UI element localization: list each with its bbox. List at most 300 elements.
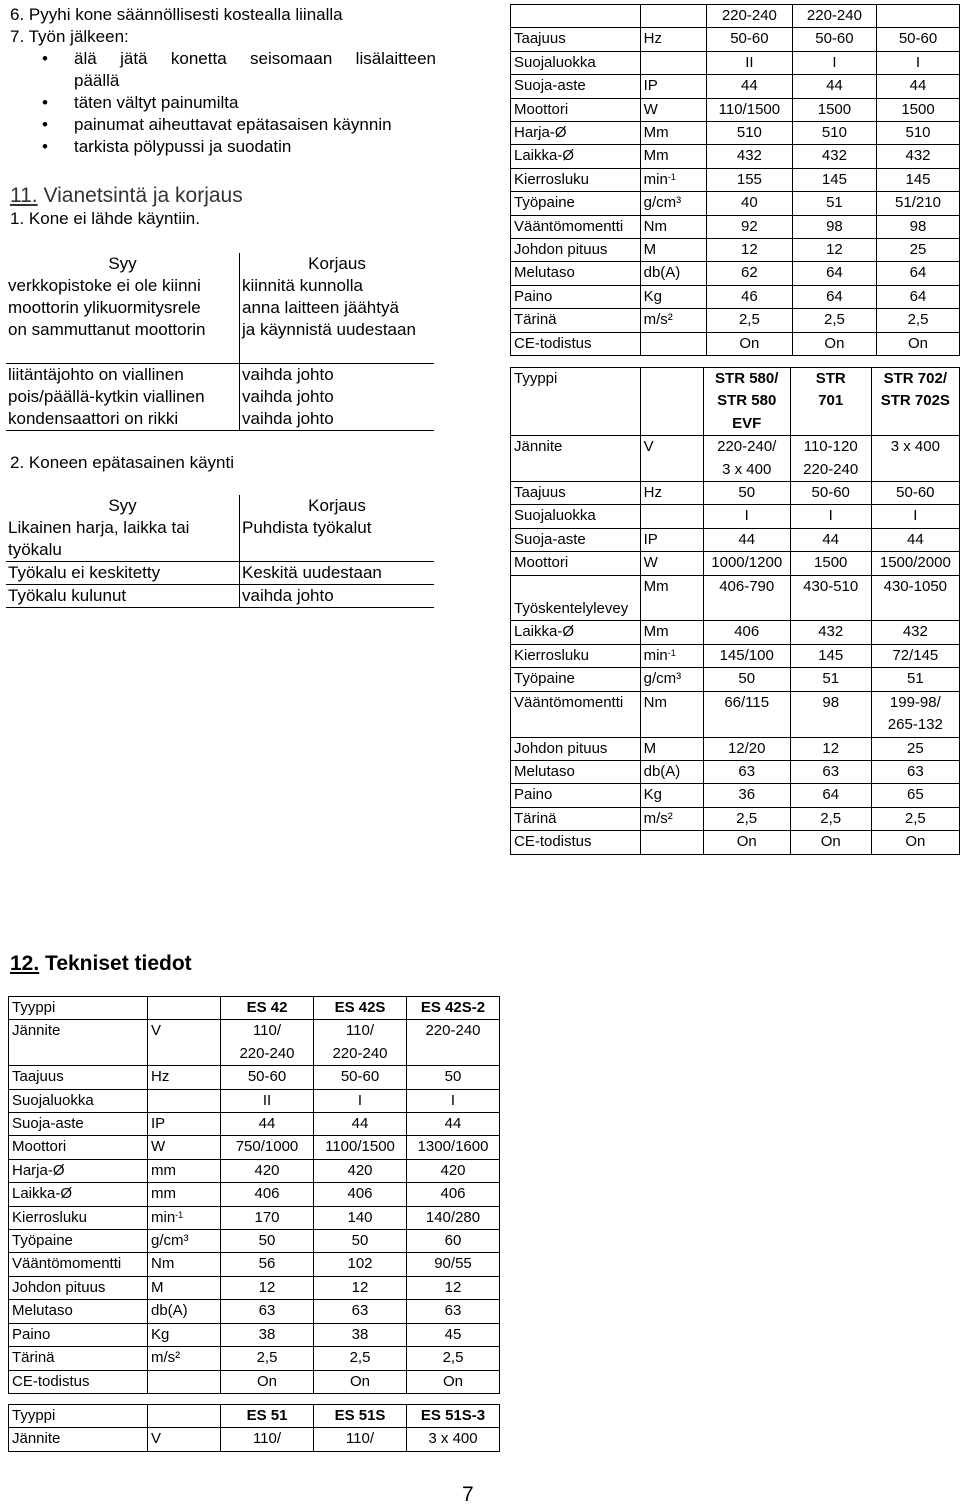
value-cell <box>877 5 960 28</box>
value-cell: 51 <box>792 192 876 215</box>
table-row <box>511 644 960 667</box>
unit-cell: mm <box>148 1159 221 1182</box>
value-cell: 60 <box>407 1230 500 1253</box>
property-cell: Jännite <box>511 436 641 482</box>
value-cell: 220-240 <box>407 1020 500 1066</box>
value-cell: On <box>407 1370 500 1393</box>
property-cell: Suoja-aste <box>511 75 641 98</box>
list-item-7: 7. Työn jälkeen: <box>10 27 129 46</box>
unit-cell: Mm <box>640 575 703 621</box>
unit-cell: db(A) <box>640 760 703 783</box>
unit-cell <box>640 332 706 355</box>
table-row <box>9 1136 500 1159</box>
table-row <box>9 1230 500 1253</box>
value-cell: II <box>221 1089 314 1112</box>
table-row <box>511 760 960 783</box>
value-cell: 406-790 <box>703 575 790 621</box>
table-row: verkkopistoke ei ole kiinni kiinnitä kunnolla <box>8 276 363 295</box>
value-cell: 62 <box>706 262 792 285</box>
property-cell: Työskentelylevey <box>511 575 641 621</box>
value-cell: 66/115 <box>703 691 790 737</box>
table-row <box>9 1323 500 1346</box>
value-cell: 2,5 <box>792 309 876 332</box>
unit-cell: Hz <box>640 28 706 51</box>
property-cell: Tärinä <box>511 309 641 332</box>
table-row <box>511 807 960 830</box>
property-cell: Johdon pituus <box>511 239 641 262</box>
list-item-6: 6. Pyyhi kone säännöllisesti kostealla liinalla <box>10 5 343 24</box>
property-cell: Moottori <box>511 98 641 121</box>
header-label: Tyyppi <box>511 368 641 436</box>
value-cell: I <box>877 51 960 74</box>
model-header: STR 701 <box>790 368 871 436</box>
table-row: Likainen harja, laikka tai Puhdista työkalut <box>8 518 372 537</box>
table-row <box>9 1183 500 1206</box>
unit-cell: db(A) <box>640 262 706 285</box>
value-cell: 406 <box>407 1183 500 1206</box>
value-cell: 432 <box>871 621 959 644</box>
value-cell: 51 <box>790 668 871 691</box>
table-row <box>9 1113 500 1136</box>
unit-cell: m/s² <box>148 1347 221 1370</box>
value-cell: 38 <box>221 1323 314 1346</box>
value-cell: 25 <box>877 239 960 262</box>
table-header-row <box>9 1405 500 1428</box>
property-cell: Kierrosluku <box>9 1206 148 1229</box>
value-cell: 12 <box>706 239 792 262</box>
value-cell: 2,5 <box>871 807 959 830</box>
table-row <box>511 168 960 191</box>
value-cell: 140 <box>314 1206 407 1229</box>
table-row: kondensaattori on rikki vaihda johto <box>6 408 434 431</box>
property-cell: Työpaine <box>511 668 641 691</box>
value-cell: 12 <box>221 1276 314 1299</box>
table-row <box>9 1370 500 1393</box>
unit-cell: Hz <box>148 1066 221 1089</box>
value-cell: 50 <box>407 1066 500 1089</box>
property-cell: Melutaso <box>511 262 641 285</box>
bullet-item: • tarkista pölypussi ja suodatin <box>10 136 436 158</box>
model-header <box>640 368 703 436</box>
value-cell: 110/ 220-240 <box>221 1020 314 1066</box>
value-cell: On <box>871 831 959 854</box>
value-cell: 44 <box>792 75 876 98</box>
property-cell: Suojaluokka <box>511 51 641 74</box>
value-cell: 44 <box>706 75 792 98</box>
table-row <box>511 691 960 737</box>
table-row <box>511 5 960 28</box>
unit-cell: V <box>148 1020 221 1066</box>
bullet-item: • täten vältyt painumilta <box>10 92 436 114</box>
unit-cell: W <box>640 98 706 121</box>
table-row <box>511 552 960 575</box>
model-header: ES 42S-2 <box>407 997 500 1020</box>
model-header: ES 51 <box>221 1405 314 1428</box>
unit-cell <box>640 831 703 854</box>
property-cell <box>511 5 641 28</box>
unit-cell: Kg <box>148 1323 221 1346</box>
unit-cell: $\min^{-1}$ <box>148 1206 221 1229</box>
unit-cell: $\min^{-1}$ <box>640 644 703 667</box>
table-row <box>511 332 960 355</box>
value-cell: 50-60 <box>706 28 792 51</box>
unit-cell: m/s² <box>640 309 706 332</box>
table-row <box>511 528 960 551</box>
table-row: on sammuttanut moottorin ja käynnistä uudestaan <box>8 320 416 339</box>
value-cell: I <box>407 1089 500 1112</box>
value-cell: On <box>221 1370 314 1393</box>
bullet-item: • älä jätä konetta seisomaan lisälaitteen päällä <box>10 48 436 92</box>
value-cell: 63 <box>703 760 790 783</box>
unit-cell: mm <box>148 1183 221 1206</box>
table-row <box>6 341 434 363</box>
value-cell: 110/ <box>221 1428 314 1451</box>
property-cell: Suoja-aste <box>9 1113 148 1136</box>
model-header: ES 51S-3 <box>407 1405 500 1428</box>
value-cell: 2,5 <box>706 309 792 332</box>
unit-cell <box>640 5 706 28</box>
column-header-syy: Syy <box>6 253 240 275</box>
value-cell: 50-60 <box>877 28 960 51</box>
value-cell: 140/280 <box>407 1206 500 1229</box>
unit-cell: M <box>148 1276 221 1299</box>
value-cell: 430-510 <box>790 575 871 621</box>
table-row <box>9 1089 500 1112</box>
value-cell: 44 <box>314 1113 407 1136</box>
property-cell: Harja-Ø <box>9 1159 148 1182</box>
value-cell: 64 <box>877 262 960 285</box>
unit-cell: V <box>640 436 703 482</box>
value-cell: 145 <box>792 168 876 191</box>
unit-cell: Kg <box>640 784 703 807</box>
value-cell: I <box>792 51 876 74</box>
model-header <box>148 1405 221 1428</box>
fault-table-1 <box>6 253 434 431</box>
value-cell: 44 <box>703 528 790 551</box>
value-cell: 50-60 <box>790 482 871 505</box>
value-cell: 2,5 <box>703 807 790 830</box>
table-row: moottorin ylikuormitysrele anna laitteen jäähtyä <box>8 298 399 317</box>
property-cell: Laikka-Ø <box>511 621 641 644</box>
table-row <box>511 784 960 807</box>
property-cell: Vääntömomentti <box>511 215 641 238</box>
subheading-1: 1. Kone ei lähde käyntiin. <box>10 209 200 228</box>
value-cell: 220-240 <box>706 5 792 28</box>
table-row: pois/päällä-kytkin viallinen vaihda johto <box>8 386 334 406</box>
table-row <box>511 575 960 621</box>
unit-cell <box>148 1370 221 1393</box>
value-cell: On <box>790 831 871 854</box>
model-header: STR 702/ STR 702S <box>871 368 959 436</box>
property-cell: Johdon pituus <box>511 737 641 760</box>
value-cell: 63 <box>790 760 871 783</box>
value-cell: 432 <box>792 145 876 168</box>
table-row: Työkalu kulunut vaihda johto <box>6 585 434 608</box>
spec-table-es51 <box>8 1404 500 1452</box>
value-cell: 406 <box>314 1183 407 1206</box>
property-cell: Melutaso <box>511 760 641 783</box>
value-cell: 432 <box>877 145 960 168</box>
table-row <box>511 668 960 691</box>
value-cell: 92 <box>706 215 792 238</box>
value-cell: 44 <box>790 528 871 551</box>
unit-cell: db(A) <box>148 1300 221 1323</box>
table-header-row <box>9 997 500 1020</box>
value-cell: 145/100 <box>703 644 790 667</box>
value-cell: 44 <box>221 1113 314 1136</box>
value-cell: 50 <box>221 1230 314 1253</box>
value-cell: 36 <box>703 784 790 807</box>
value-cell: 420 <box>314 1159 407 1182</box>
value-cell: 50 <box>703 668 790 691</box>
value-cell: 65 <box>871 784 959 807</box>
table-row <box>9 1276 500 1299</box>
value-cell: 2,5 <box>877 309 960 332</box>
unit-cell: Mm <box>640 621 703 644</box>
value-cell: 1500 <box>790 552 871 575</box>
spec-table-str <box>510 367 960 855</box>
table-row <box>511 239 960 262</box>
property-cell: Paino <box>511 285 641 308</box>
value-cell: 406 <box>221 1183 314 1206</box>
table-row <box>511 505 960 528</box>
value-cell: 110-120 220-240 <box>790 436 871 482</box>
property-cell: Kierrosluku <box>511 168 641 191</box>
unit-cell: Nm <box>640 215 706 238</box>
value-cell: 51 <box>871 668 959 691</box>
value-cell: 38 <box>314 1323 407 1346</box>
unit-cell: g/cm³ <box>148 1230 221 1253</box>
table-row <box>9 1020 500 1066</box>
value-cell: 98 <box>790 691 871 737</box>
value-cell: On <box>703 831 790 854</box>
property-cell: Moottori <box>511 552 641 575</box>
model-header: STR 580/ STR 580 EVF <box>703 368 790 436</box>
property-cell: Jännite <box>9 1428 148 1451</box>
property-cell: Taajuus <box>9 1066 148 1089</box>
unit-cell <box>148 1089 221 1112</box>
property-cell: CE-todistus <box>511 332 641 355</box>
value-cell: 98 <box>792 215 876 238</box>
value-cell: 12 <box>314 1276 407 1299</box>
property-cell: Laikka-Ø <box>511 145 641 168</box>
table-row <box>511 285 960 308</box>
column-header-korjaus: Korjaus <box>308 496 366 515</box>
table-row <box>9 1206 500 1229</box>
value-cell: On <box>792 332 876 355</box>
property-cell: Moottori <box>9 1136 148 1159</box>
property-cell: Jännite <box>9 1020 148 1066</box>
value-cell: 63 <box>314 1300 407 1323</box>
value-cell: I <box>703 505 790 528</box>
table-row: Työkalu ei keskitetty Keskitä uudestaan <box>6 562 434 585</box>
unit-cell: $\min^{-1}$ <box>640 168 706 191</box>
value-cell: 750/1000 <box>221 1136 314 1159</box>
property-cell: Vääntömomentti <box>511 691 641 737</box>
unit-cell: IP <box>640 75 706 98</box>
property-cell: Tärinä <box>9 1347 148 1370</box>
value-cell: II <box>706 51 792 74</box>
value-cell: 170 <box>221 1206 314 1229</box>
property-cell: Suojaluokka <box>9 1089 148 1112</box>
table-row <box>9 1253 500 1276</box>
property-cell: Laikka-Ø <box>9 1183 148 1206</box>
property-cell: Työpaine <box>511 192 641 215</box>
value-cell: 2,5 <box>790 807 871 830</box>
value-cell: On <box>877 332 960 355</box>
unit-cell: Hz <box>640 482 703 505</box>
model-header: ES 51S <box>314 1405 407 1428</box>
column-header-korjaus: Korjaus <box>308 254 366 273</box>
table-row: liitäntäjohto on viallinen vaihda johto <box>8 364 334 384</box>
value-cell: 25 <box>871 737 959 760</box>
unit-cell: g/cm³ <box>640 192 706 215</box>
property-cell: Kierrosluku <box>511 644 641 667</box>
table-row <box>9 1347 500 1370</box>
unit-cell: V <box>148 1428 221 1451</box>
value-cell: 44 <box>407 1113 500 1136</box>
value-cell: 110/1500 <box>706 98 792 121</box>
value-cell: 40 <box>706 192 792 215</box>
value-cell: 102 <box>314 1253 407 1276</box>
value-cell: 45 <box>407 1323 500 1346</box>
table-header-row <box>511 368 960 436</box>
table-row <box>511 192 960 215</box>
value-cell: 51/210 <box>877 192 960 215</box>
unit-cell: Nm <box>640 691 703 737</box>
value-cell: 1500 <box>792 98 876 121</box>
value-cell: 110/ 220-240 <box>314 1020 407 1066</box>
table-row <box>511 482 960 505</box>
bullet-item: • painumat aiheuttavat epätasaisen käynnin <box>10 114 436 136</box>
value-cell: 44 <box>877 75 960 98</box>
after-work-bullets <box>10 48 436 158</box>
value-cell: 56 <box>221 1253 314 1276</box>
value-cell: 46 <box>706 285 792 308</box>
unit-cell <box>640 51 706 74</box>
value-cell: 2,5 <box>314 1347 407 1370</box>
value-cell: 12/20 <box>703 737 790 760</box>
table-row <box>511 621 960 644</box>
property-cell: Suojaluokka <box>511 505 641 528</box>
section-11-heading: 11. Vianetsintä ja korjaus <box>10 184 243 207</box>
value-cell: 64 <box>790 784 871 807</box>
unit-cell: M <box>640 737 703 760</box>
value-cell: 64 <box>792 285 876 308</box>
unit-cell: m/s² <box>640 807 703 830</box>
page-number: 7 <box>462 1483 474 1506</box>
table-row <box>9 1300 500 1323</box>
value-cell: 420 <box>407 1159 500 1182</box>
value-cell: 3 x 400 <box>407 1428 500 1451</box>
value-cell: 432 <box>790 621 871 644</box>
value-cell: I <box>871 505 959 528</box>
column-header-syy: Syy <box>6 495 240 517</box>
model-header: ES 42S <box>314 997 407 1020</box>
value-cell: 406 <box>703 621 790 644</box>
table-row <box>9 1159 500 1182</box>
table-row <box>511 737 960 760</box>
property-cell: CE-todistus <box>511 831 641 854</box>
value-cell: 1500/2000 <box>871 552 959 575</box>
unit-cell: M <box>640 239 706 262</box>
value-cell: 1000/1200 <box>703 552 790 575</box>
value-cell: 50-60 <box>871 482 959 505</box>
value-cell: 63 <box>871 760 959 783</box>
fault-table-2 <box>6 495 434 608</box>
unit-cell: Mm <box>640 145 706 168</box>
spec-table-es42 <box>8 996 500 1394</box>
table-row <box>511 122 960 145</box>
value-cell: 220-240 <box>792 5 876 28</box>
table-row <box>511 436 960 482</box>
table-row <box>511 262 960 285</box>
spec-table-right-top <box>510 4 960 356</box>
property-cell: Suoja-aste <box>511 528 641 551</box>
table-row <box>511 215 960 238</box>
value-cell: 1500 <box>877 98 960 121</box>
header-label: Tyyppi <box>9 1405 148 1428</box>
value-cell: 44 <box>871 528 959 551</box>
property-cell: Taajuus <box>511 482 641 505</box>
subheading-2: 2. Koneen epätasainen käynti <box>10 453 235 472</box>
value-cell: 50 <box>703 482 790 505</box>
value-cell: 1100/1500 <box>314 1136 407 1159</box>
value-cell: 420 <box>221 1159 314 1182</box>
value-cell: 510 <box>877 122 960 145</box>
unit-cell: Kg <box>640 285 706 308</box>
value-cell: 90/55 <box>407 1253 500 1276</box>
value-cell: 64 <box>877 285 960 308</box>
property-cell: Johdon pituus <box>9 1276 148 1299</box>
value-cell: 145 <box>790 644 871 667</box>
property-cell: Työpaine <box>9 1230 148 1253</box>
value-cell: 50-60 <box>792 28 876 51</box>
table-row <box>511 51 960 74</box>
model-header: ES 42 <box>221 997 314 1020</box>
unit-cell: g/cm³ <box>640 668 703 691</box>
value-cell: On <box>314 1370 407 1393</box>
unit-cell: IP <box>640 528 703 551</box>
table-row <box>511 831 960 854</box>
value-cell: 12 <box>792 239 876 262</box>
header-label: Tyyppi <box>9 997 148 1020</box>
table-row <box>511 75 960 98</box>
property-cell: Paino <box>511 784 641 807</box>
value-cell: 145 <box>877 168 960 191</box>
value-cell: 50-60 <box>314 1066 407 1089</box>
value-cell: I <box>314 1089 407 1112</box>
table-row: työkalu <box>6 539 434 562</box>
value-cell: 3 x 400 <box>871 436 959 482</box>
property-cell: Tärinä <box>511 807 641 830</box>
property-cell: Harja-Ø <box>511 122 641 145</box>
property-cell: CE-todistus <box>9 1370 148 1393</box>
value-cell: 430-1050 <box>871 575 959 621</box>
value-cell: On <box>706 332 792 355</box>
value-cell: 510 <box>792 122 876 145</box>
value-cell: 12 <box>790 737 871 760</box>
table-row <box>511 309 960 332</box>
unit-cell: W <box>640 552 703 575</box>
value-cell: 98 <box>877 215 960 238</box>
value-cell: 72/145 <box>871 644 959 667</box>
value-cell: 2,5 <box>407 1347 500 1370</box>
table-row <box>511 145 960 168</box>
value-cell: 1300/1600 <box>407 1136 500 1159</box>
table-row <box>511 98 960 121</box>
unit-cell: Mm <box>640 122 706 145</box>
